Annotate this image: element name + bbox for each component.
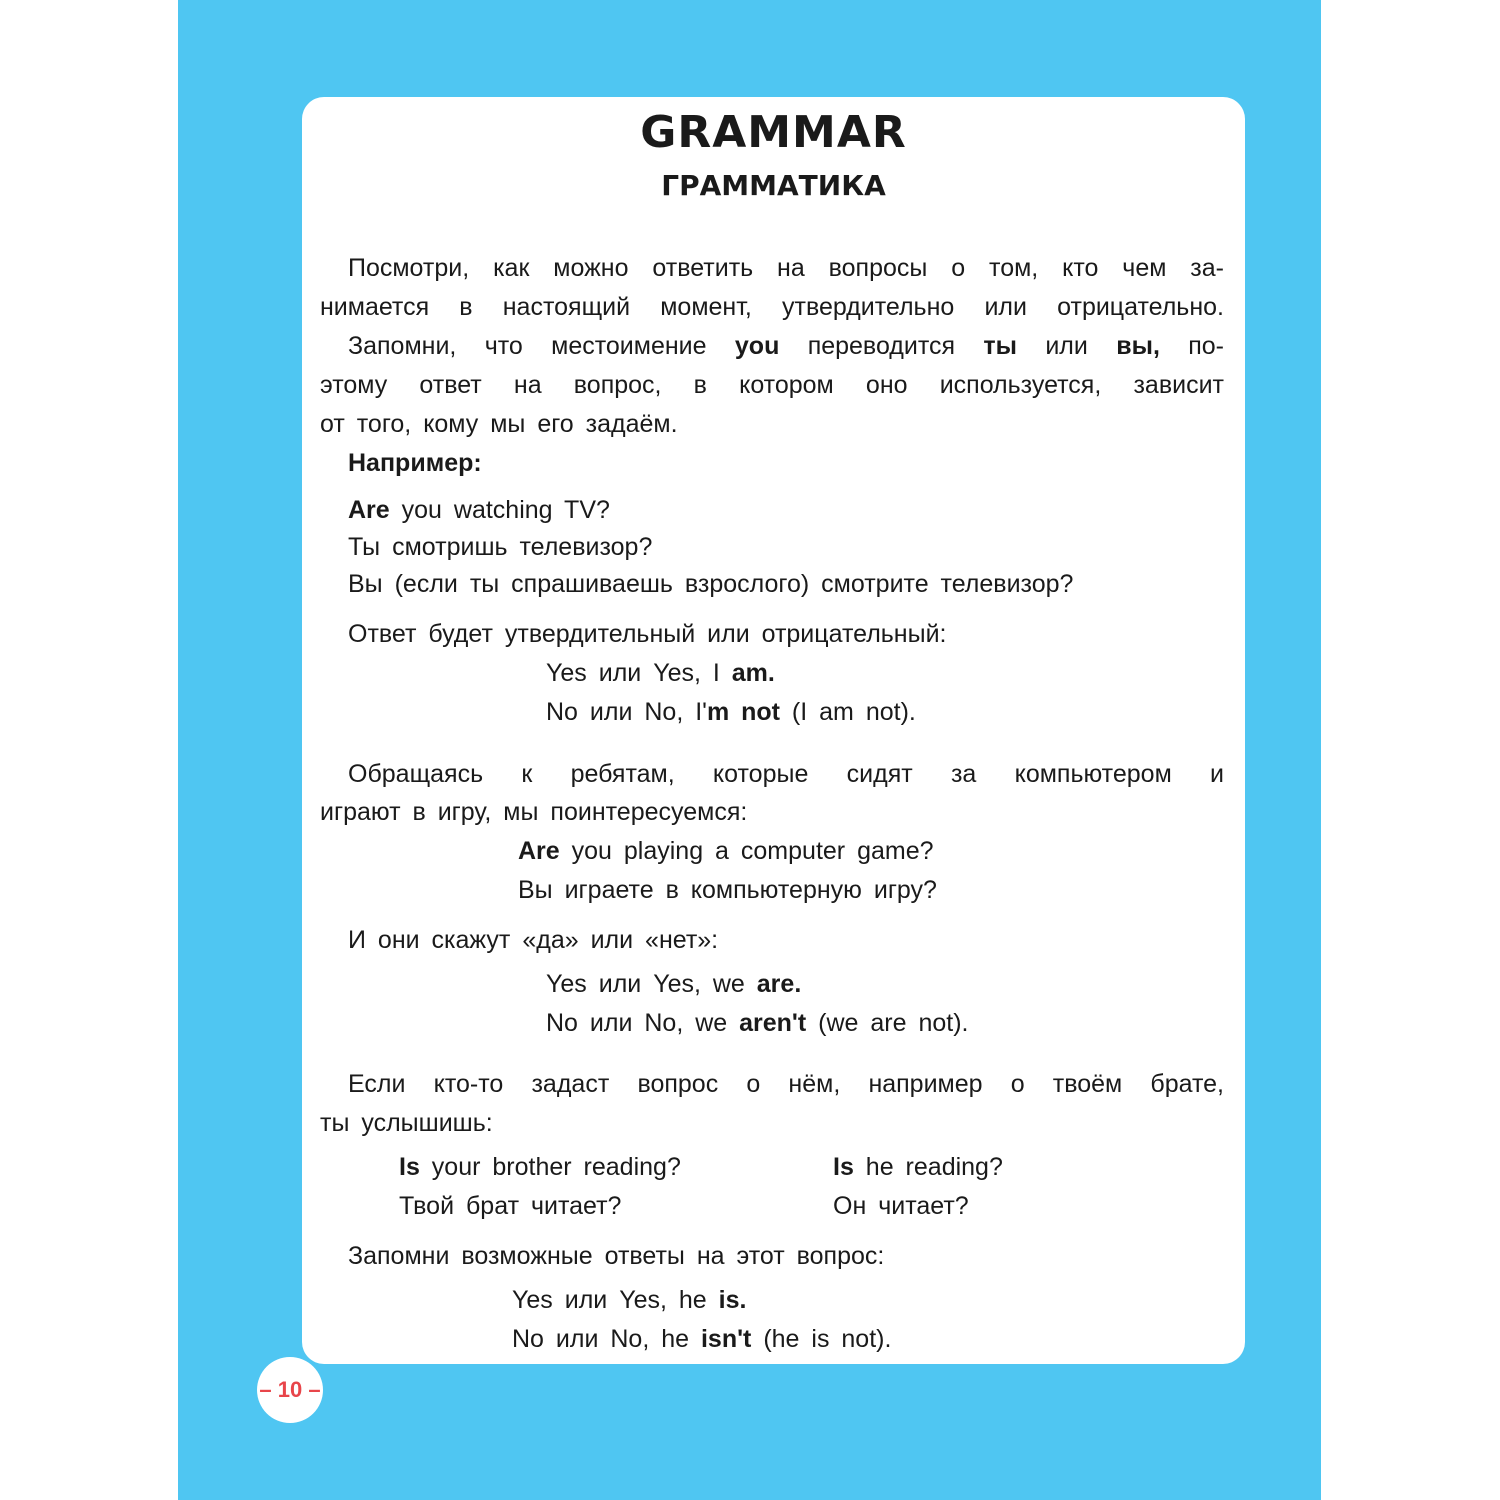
- example1-yes-bold: am.: [731, 659, 775, 687]
- example2-question-rest: you playing a computer game?: [559, 837, 934, 865]
- title-english: GRAMMAR: [640, 107, 907, 158]
- example2-yes: [546, 969, 801, 999]
- example1-question-aux: Are: [348, 496, 390, 524]
- example2-answer-intro: И они скажут «да» или «нет»:: [348, 926, 719, 954]
- example2-translation: Вы играете в компьютерную игру?: [518, 876, 937, 904]
- example3-question1-aux: Is: [399, 1153, 420, 1181]
- page-number: – 10 –: [257, 1357, 323, 1423]
- example-label: Например:: [348, 449, 482, 477]
- example3-intro-line1: Если кто-то задаст вопрос о нём, например о твоём брате,: [348, 1070, 1224, 1098]
- example2-no-bold: aren't: [739, 1009, 807, 1037]
- intro-p2-text-c: или: [1017, 332, 1117, 360]
- example3-question1-rest: your brother reading?: [419, 1153, 681, 1181]
- intro-p1-line1: Посмотри, как можно ответить на вопросы о том, кто чем за-: [348, 254, 1224, 282]
- example2-intro-line1: Обращаясь к ребятам, которые сидят за компьютером и: [348, 760, 1224, 788]
- example3-question2: [833, 1152, 1003, 1182]
- example1-no-full: (I am not).: [779, 698, 916, 726]
- example1-yes: [546, 658, 775, 688]
- example2-no-full: (we are not).: [806, 1009, 969, 1037]
- intro-p2-text-b: переводится: [779, 332, 984, 360]
- example3-question1: [399, 1152, 681, 1182]
- example3-answer-intro: Запомни возможные ответы на этот вопрос:: [348, 1242, 885, 1270]
- word-vy: вы,: [1116, 332, 1160, 360]
- example3-yes-bold: is.: [718, 1286, 747, 1314]
- word-you: you: [734, 332, 780, 360]
- example2-question-aux: Are: [518, 837, 560, 865]
- intro-p1-line2: нимается в настоящий момент, утвердительно или отрицательно.: [320, 293, 1224, 321]
- example1-yes-text: Yes или Yes, I: [546, 659, 732, 687]
- example3-yes-text: Yes или Yes, he: [512, 1286, 719, 1314]
- example2-yes-bold: are.: [756, 970, 802, 998]
- example1-translation1: Ты смотришь телевизор?: [348, 533, 653, 561]
- intro-p2-text-a: Запомни, что местоимение: [348, 332, 735, 360]
- example1-answer-intro: Ответ будет утвердительный или отрицательный:: [348, 620, 947, 648]
- example2-yes-text: Yes или Yes, we: [546, 970, 757, 998]
- intro-p2-line3: от того, кому мы его задаём.: [320, 410, 678, 438]
- example1-no-text: No или No, I': [546, 698, 707, 726]
- example2-question: [518, 836, 934, 866]
- example1-no: [546, 697, 916, 727]
- intro-p2-line1: [348, 331, 1224, 361]
- example2-no: [546, 1008, 968, 1038]
- example3-question2-rest: he reading?: [853, 1153, 1003, 1181]
- example3-no-full: (he is not).: [751, 1325, 892, 1353]
- example2-intro-line2: играют в игру, мы поинтересуемся:: [320, 798, 748, 826]
- intro-p2-line2: этому ответ на вопрос, в котором оно используется, зависит: [320, 371, 1224, 399]
- title-russian: ГРАММАТИКА: [661, 169, 886, 202]
- example1-no-bold: m not: [706, 698, 780, 726]
- example3-no-text: No или No, he: [512, 1325, 701, 1353]
- example3-yes: [512, 1285, 746, 1315]
- example2-no-text: No или No, we: [546, 1009, 740, 1037]
- example3-question2-translation: Он читает?: [833, 1192, 969, 1220]
- example1-question-rest: you watching TV?: [389, 496, 610, 524]
- example1-translation2: Вы (если ты спрашиваешь взрослого) смотрите телевизор?: [348, 570, 1074, 598]
- example3-question1-translation: Твой брат читает?: [399, 1192, 622, 1220]
- word-ty: ты: [983, 332, 1017, 360]
- example3-no-bold: isn't: [700, 1325, 752, 1353]
- example1-question: [348, 495, 610, 525]
- example3-intro-line2: ты услышишь:: [320, 1109, 493, 1137]
- example3-question2-aux: Is: [833, 1153, 854, 1181]
- example3-no: [512, 1324, 891, 1354]
- intro-p2-text-d: по-: [1159, 332, 1225, 360]
